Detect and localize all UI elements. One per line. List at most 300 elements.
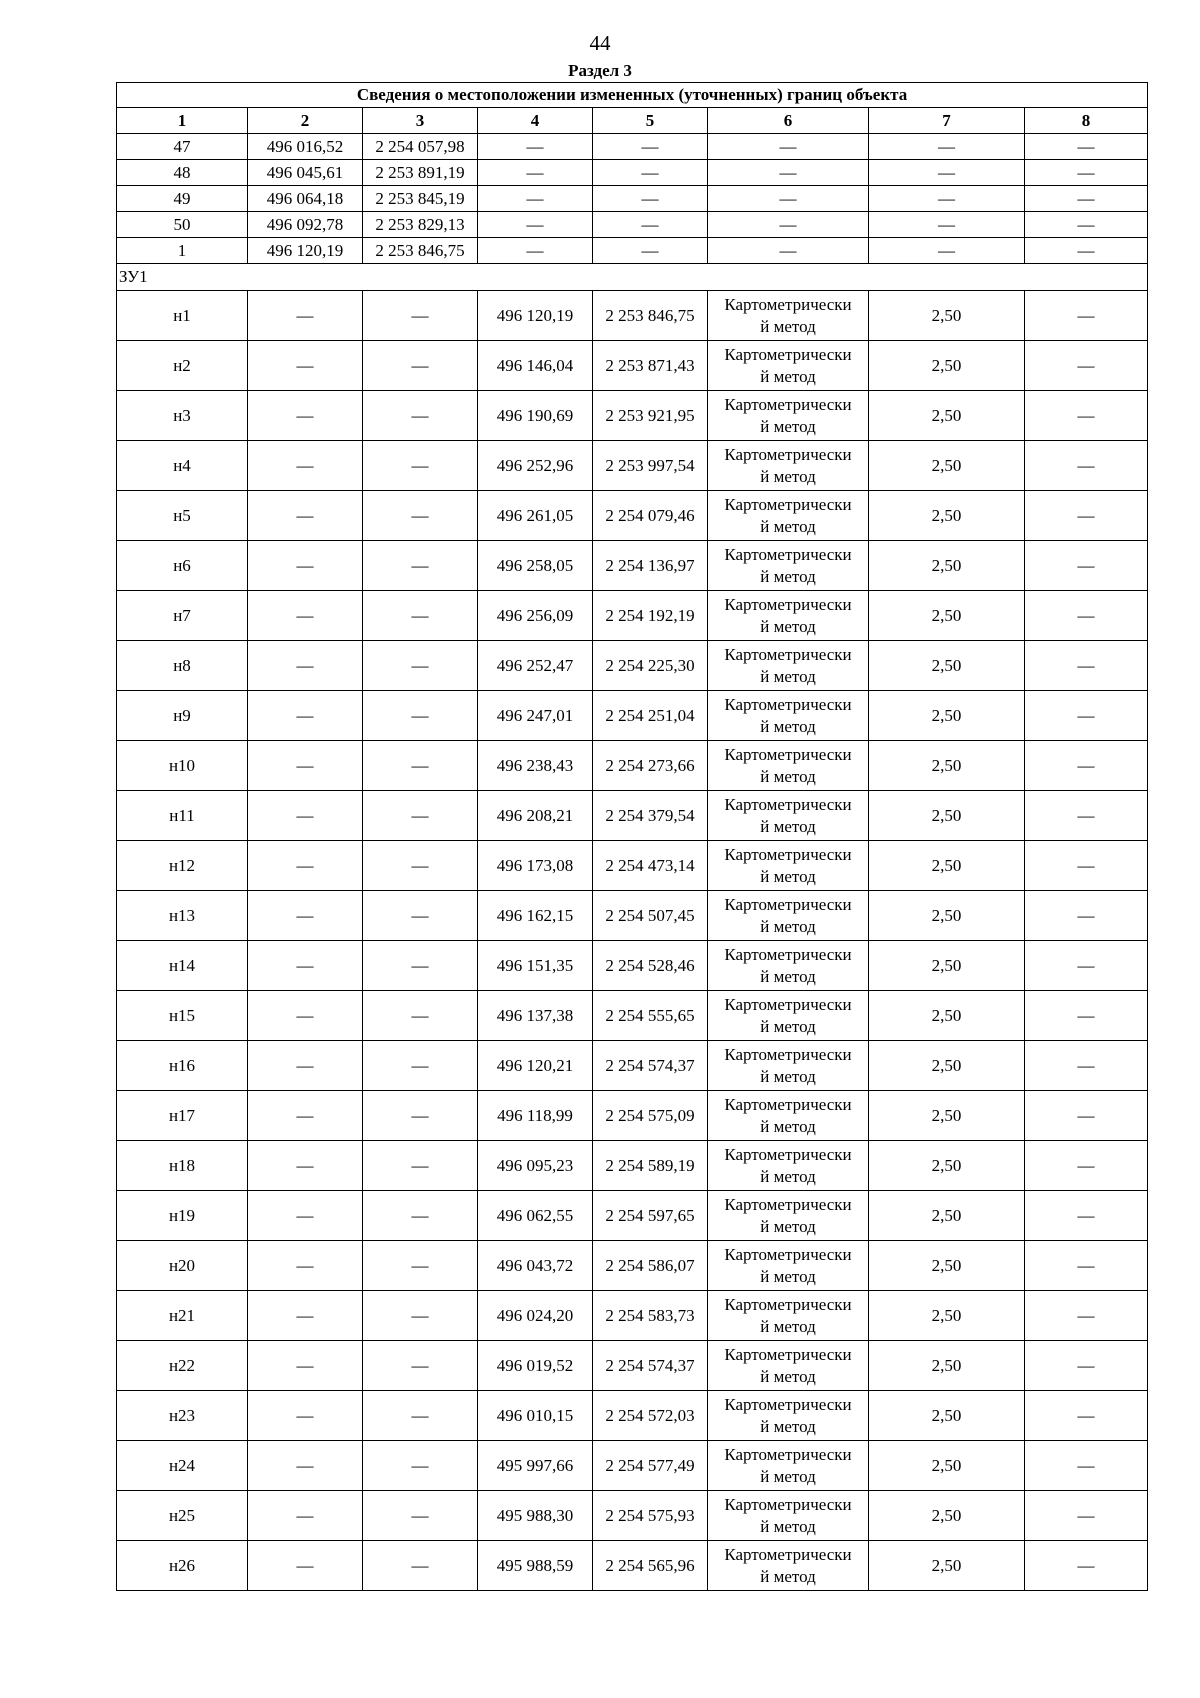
point-number: н7 (117, 591, 248, 641)
empty-dash: — (248, 691, 363, 741)
method-text: Картометрически (724, 294, 852, 314)
empty-dash: — (1025, 1141, 1148, 1191)
method-text: й метод (760, 1516, 816, 1536)
table-row (117, 1491, 1148, 1541)
accuracy-value: 2,50 (869, 391, 1025, 441)
new-y-coordinate: 2 254 574,37 (593, 1341, 708, 1391)
new-x-coordinate: 496 062,55 (478, 1191, 593, 1241)
point-number: н16 (117, 1041, 248, 1091)
new-y-coordinate: 2 254 574,37 (593, 1041, 708, 1091)
point-number: н18 (117, 1141, 248, 1191)
point-number: н23 (117, 1391, 248, 1441)
point-number: н3 (117, 391, 248, 441)
new-y-coordinate: 2 253 921,95 (593, 391, 708, 441)
empty-dash: — (478, 186, 593, 212)
new-x-coordinate: 496 162,15 (478, 891, 593, 941)
empty-dash: — (248, 641, 363, 691)
new-y-coordinate: 2 253 846,75 (593, 291, 708, 341)
method-text: Картометрически (724, 1244, 852, 1264)
new-y-coordinate: 2 254 273,66 (593, 741, 708, 791)
method-cell (708, 1441, 869, 1491)
accuracy-value: 2,50 (869, 791, 1025, 841)
empty-dash: — (363, 1291, 478, 1341)
table-row (117, 591, 1148, 641)
empty-dash: — (248, 741, 363, 791)
method-text: Картометрически (724, 1394, 852, 1414)
method-cell (708, 491, 869, 541)
new-y-coordinate: 2 254 577,49 (593, 1441, 708, 1491)
method-text: Картометрически (724, 844, 852, 864)
new-x-coordinate: 496 019,52 (478, 1341, 593, 1391)
existing-y-coordinate: 2 253 829,13 (363, 212, 478, 238)
empty-dash: — (1025, 941, 1148, 991)
method-text: Картометрически (724, 944, 852, 964)
point-number: н8 (117, 641, 248, 691)
new-y-coordinate: 2 254 597,65 (593, 1191, 708, 1241)
table-row (117, 341, 1148, 391)
method-text: Картометрически (724, 444, 852, 464)
new-x-coordinate: 496 256,09 (478, 591, 593, 641)
table-row (117, 1141, 1148, 1191)
empty-dash: — (869, 186, 1025, 212)
existing-y-coordinate: 2 254 057,98 (363, 134, 478, 160)
table-row (117, 238, 1148, 264)
table-row (117, 1241, 1148, 1291)
empty-dash: — (363, 791, 478, 841)
table-row (117, 791, 1148, 841)
new-y-coordinate: 2 254 565,96 (593, 1541, 708, 1591)
method-text: й метод (760, 366, 816, 386)
point-number: н17 (117, 1091, 248, 1141)
point-number: н12 (117, 841, 248, 891)
method-cell (708, 891, 869, 941)
empty-dash: — (1025, 791, 1148, 841)
accuracy-value: 2,50 (869, 1041, 1025, 1091)
column-number: 6 (708, 108, 869, 134)
method-text: й метод (760, 966, 816, 986)
accuracy-value: 2,50 (869, 291, 1025, 341)
new-x-coordinate: 496 120,19 (478, 291, 593, 341)
point-number: н26 (117, 1541, 248, 1591)
existing-x-coordinate: 496 045,61 (248, 160, 363, 186)
method-cell (708, 1541, 869, 1591)
method-text: й метод (760, 716, 816, 736)
accuracy-value: 2,50 (869, 1341, 1025, 1391)
point-number: 1 (117, 238, 248, 264)
empty-dash: — (708, 134, 869, 160)
column-number: 3 (363, 108, 478, 134)
table-row (117, 841, 1148, 891)
table-row (117, 741, 1148, 791)
new-x-coordinate: 496 146,04 (478, 341, 593, 391)
accuracy-value: 2,50 (869, 991, 1025, 1041)
empty-dash: — (363, 1241, 478, 1291)
point-number: 48 (117, 160, 248, 186)
point-number: н21 (117, 1291, 248, 1341)
empty-dash: — (363, 1141, 478, 1191)
empty-dash: — (363, 1341, 478, 1391)
table-row (117, 441, 1148, 491)
new-x-coordinate: 495 988,59 (478, 1541, 593, 1591)
empty-dash: — (363, 391, 478, 441)
empty-dash: — (248, 1341, 363, 1391)
point-number: н22 (117, 1341, 248, 1391)
method-cell (708, 1341, 869, 1391)
accuracy-value: 2,50 (869, 1191, 1025, 1241)
empty-dash: — (248, 941, 363, 991)
page-number: 44 (589, 31, 611, 55)
method-cell (708, 841, 869, 891)
accuracy-value: 2,50 (869, 1241, 1025, 1291)
method-text: й метод (760, 1566, 816, 1586)
empty-dash: — (248, 1091, 363, 1141)
empty-dash: — (248, 341, 363, 391)
method-cell (708, 1391, 869, 1441)
method-text: й метод (760, 516, 816, 536)
table-row (117, 1091, 1148, 1141)
empty-dash: — (248, 791, 363, 841)
empty-dash: — (478, 212, 593, 238)
new-x-coordinate: 496 252,96 (478, 441, 593, 491)
empty-dash: — (363, 941, 478, 991)
column-number-row (117, 108, 1148, 134)
accuracy-value: 2,50 (869, 941, 1025, 991)
empty-dash: — (363, 1541, 478, 1591)
empty-dash: — (363, 1491, 478, 1541)
method-text: й метод (760, 766, 816, 786)
empty-dash: — (1025, 1241, 1148, 1291)
method-text: Картометрически (724, 344, 852, 364)
empty-dash: — (708, 212, 869, 238)
new-y-coordinate: 2 254 251,04 (593, 691, 708, 741)
point-number: н15 (117, 991, 248, 1041)
empty-dash: — (1025, 1441, 1148, 1491)
empty-dash: — (1025, 1391, 1148, 1441)
point-number: н11 (117, 791, 248, 841)
method-text: й метод (760, 866, 816, 886)
accuracy-value: 2,50 (869, 1441, 1025, 1491)
accuracy-value: 2,50 (869, 541, 1025, 591)
column-number: 4 (478, 108, 593, 134)
method-text: й метод (760, 816, 816, 836)
method-text: й метод (760, 1266, 816, 1286)
method-cell (708, 1291, 869, 1341)
empty-dash: — (248, 991, 363, 1041)
method-cell (708, 1091, 869, 1141)
point-number: н4 (117, 441, 248, 491)
new-x-coordinate: 495 997,66 (478, 1441, 593, 1491)
new-y-coordinate: 2 254 575,09 (593, 1091, 708, 1141)
empty-dash: — (248, 391, 363, 441)
new-x-coordinate: 496 043,72 (478, 1241, 593, 1291)
column-number: 2 (248, 108, 363, 134)
empty-dash: — (248, 441, 363, 491)
point-number: н20 (117, 1241, 248, 1291)
accuracy-value: 2,50 (869, 1391, 1025, 1441)
empty-dash: — (248, 1491, 363, 1541)
table-row (117, 1341, 1148, 1391)
method-text: Картометрически (724, 644, 852, 664)
empty-dash: — (248, 1241, 363, 1291)
table-row (117, 1441, 1148, 1491)
empty-dash: — (1025, 1191, 1148, 1241)
table-row (117, 491, 1148, 541)
table-row (117, 212, 1148, 238)
method-text: й метод (760, 1316, 816, 1336)
existing-y-coordinate: 2 253 846,75 (363, 238, 478, 264)
table-row (117, 160, 1148, 186)
new-y-coordinate: 2 254 586,07 (593, 1241, 708, 1291)
table-row (117, 991, 1148, 1041)
method-text: Картометрически (724, 1294, 852, 1314)
method-text: Картометрически (724, 1094, 852, 1114)
empty-dash: — (248, 491, 363, 541)
empty-dash: — (1025, 212, 1148, 238)
table-row (117, 1391, 1148, 1441)
column-number: 8 (1025, 108, 1148, 134)
accuracy-value: 2,50 (869, 1291, 1025, 1341)
point-number: н13 (117, 891, 248, 941)
method-text: й метод (760, 1216, 816, 1236)
method-cell (708, 1041, 869, 1091)
method-text: й метод (760, 566, 816, 586)
empty-dash: — (1025, 186, 1148, 212)
accuracy-value: 2,50 (869, 591, 1025, 641)
accuracy-value: 2,50 (869, 891, 1025, 941)
new-x-coordinate: 496 247,01 (478, 691, 593, 741)
column-number: 5 (593, 108, 708, 134)
empty-dash: — (1025, 491, 1148, 541)
empty-dash: — (248, 591, 363, 641)
method-text: Картометрически (724, 744, 852, 764)
empty-dash: — (708, 160, 869, 186)
new-x-coordinate: 496 173,08 (478, 841, 593, 891)
point-number: н25 (117, 1491, 248, 1541)
new-x-coordinate: 496 151,35 (478, 941, 593, 991)
table-row (117, 134, 1148, 160)
table-caption-row (117, 83, 1148, 108)
point-number: 50 (117, 212, 248, 238)
method-text: Картометрически (724, 694, 852, 714)
new-y-coordinate: 2 253 997,54 (593, 441, 708, 491)
group-label: ЗУ1 (117, 264, 1148, 291)
column-number: 1 (117, 108, 248, 134)
table-row (117, 291, 1148, 341)
method-text: й метод (760, 1366, 816, 1386)
accuracy-value: 2,50 (869, 441, 1025, 491)
empty-dash: — (363, 991, 478, 1041)
method-text: Картометрически (724, 994, 852, 1014)
empty-dash: — (1025, 1541, 1148, 1591)
method-cell (708, 291, 869, 341)
new-x-coordinate: 496 010,15 (478, 1391, 593, 1441)
new-y-coordinate: 2 254 528,46 (593, 941, 708, 991)
table-row (117, 891, 1148, 941)
new-y-coordinate: 2 254 572,03 (593, 1391, 708, 1441)
empty-dash: — (593, 134, 708, 160)
new-y-coordinate: 2 254 589,19 (593, 1141, 708, 1191)
empty-dash: — (478, 134, 593, 160)
empty-dash: — (593, 212, 708, 238)
empty-dash: — (593, 160, 708, 186)
new-x-coordinate: 496 252,47 (478, 641, 593, 691)
empty-dash: — (363, 841, 478, 891)
method-cell (708, 341, 869, 391)
empty-dash: — (1025, 1041, 1148, 1091)
accuracy-value: 2,50 (869, 741, 1025, 791)
empty-dash: — (1025, 391, 1148, 441)
method-cell (708, 1491, 869, 1541)
new-y-coordinate: 2 254 575,93 (593, 1491, 708, 1541)
new-y-coordinate: 2 254 136,97 (593, 541, 708, 591)
point-number: 49 (117, 186, 248, 212)
method-cell (708, 791, 869, 841)
table-row (117, 186, 1148, 212)
new-x-coordinate: 495 988,30 (478, 1491, 593, 1541)
point-number: н19 (117, 1191, 248, 1241)
method-text: й метод (760, 1166, 816, 1186)
accuracy-value: 2,50 (869, 841, 1025, 891)
empty-dash: — (593, 238, 708, 264)
existing-x-coordinate: 496 120,19 (248, 238, 363, 264)
method-text: й метод (760, 316, 816, 336)
empty-dash: — (1025, 691, 1148, 741)
empty-dash: — (363, 491, 478, 541)
method-text: Картометрически (724, 544, 852, 564)
empty-dash: — (1025, 1091, 1148, 1141)
new-y-coordinate: 2 254 192,19 (593, 591, 708, 641)
new-x-coordinate: 496 208,21 (478, 791, 593, 841)
new-x-coordinate: 496 190,69 (478, 391, 593, 441)
method-text: й метод (760, 466, 816, 486)
empty-dash: — (478, 238, 593, 264)
empty-dash: — (1025, 641, 1148, 691)
method-text: Картометрически (724, 894, 852, 914)
method-text: Картометрически (724, 1144, 852, 1164)
point-number: н1 (117, 291, 248, 341)
empty-dash: — (363, 741, 478, 791)
empty-dash: — (1025, 991, 1148, 1041)
empty-dash: — (248, 1291, 363, 1341)
method-text: й метод (760, 1416, 816, 1436)
empty-dash: — (363, 691, 478, 741)
accuracy-value: 2,50 (869, 691, 1025, 741)
accuracy-value: 2,50 (869, 1541, 1025, 1591)
method-cell (708, 641, 869, 691)
empty-dash: — (363, 1191, 478, 1241)
empty-dash: — (869, 134, 1025, 160)
empty-dash: — (708, 186, 869, 212)
point-number: н24 (117, 1441, 248, 1491)
empty-dash: — (708, 238, 869, 264)
table-caption: Сведения о местоположении измененных (уточненных) границ объекта (117, 83, 1148, 108)
empty-dash: — (1025, 591, 1148, 641)
table-row (117, 941, 1148, 991)
method-text: й метод (760, 1016, 816, 1036)
accuracy-value: 2,50 (869, 1091, 1025, 1141)
empty-dash: — (1025, 1291, 1148, 1341)
point-number: 47 (117, 134, 248, 160)
table-row (117, 691, 1148, 741)
accuracy-value: 2,50 (869, 1141, 1025, 1191)
table-row (117, 1041, 1148, 1091)
empty-dash: — (248, 1041, 363, 1091)
new-y-coordinate: 2 254 583,73 (593, 1291, 708, 1341)
new-y-coordinate: 2 254 473,14 (593, 841, 708, 891)
method-text: й метод (760, 916, 816, 936)
empty-dash: — (1025, 238, 1148, 264)
group-row (117, 264, 1148, 291)
empty-dash: — (363, 291, 478, 341)
empty-dash: — (248, 1141, 363, 1191)
accuracy-value: 2,50 (869, 641, 1025, 691)
empty-dash: — (363, 1441, 478, 1491)
method-text: Картометрически (724, 1344, 852, 1364)
section-title: Раздел 3 (568, 61, 632, 80)
empty-dash: — (1025, 160, 1148, 186)
empty-dash: — (1025, 341, 1148, 391)
empty-dash: — (363, 341, 478, 391)
new-x-coordinate: 496 261,05 (478, 491, 593, 541)
empty-dash: — (363, 441, 478, 491)
method-text: Картометрически (724, 1494, 852, 1514)
table-row (117, 391, 1148, 441)
empty-dash: — (363, 1391, 478, 1441)
empty-dash: — (1025, 1341, 1148, 1391)
empty-dash: — (248, 891, 363, 941)
point-number: н5 (117, 491, 248, 541)
accuracy-value: 2,50 (869, 1491, 1025, 1541)
method-text: й метод (760, 1116, 816, 1136)
empty-dash: — (363, 591, 478, 641)
method-text: Картометрически (724, 1544, 852, 1564)
table-row (117, 1541, 1148, 1591)
new-x-coordinate: 496 258,05 (478, 541, 593, 591)
empty-dash: — (1025, 541, 1148, 591)
new-x-coordinate: 496 095,23 (478, 1141, 593, 1191)
column-number: 7 (869, 108, 1025, 134)
method-cell (708, 591, 869, 641)
empty-dash: — (1025, 841, 1148, 891)
new-y-coordinate: 2 254 079,46 (593, 491, 708, 541)
empty-dash: — (363, 1091, 478, 1141)
method-cell (708, 541, 869, 591)
empty-dash: — (363, 541, 478, 591)
method-cell (708, 1191, 869, 1241)
existing-x-coordinate: 496 092,78 (248, 212, 363, 238)
existing-x-coordinate: 496 016,52 (248, 134, 363, 160)
point-number: н14 (117, 941, 248, 991)
new-x-coordinate: 496 137,38 (478, 991, 593, 1041)
method-cell (708, 1141, 869, 1191)
empty-dash: — (248, 1541, 363, 1591)
new-y-coordinate: 2 254 555,65 (593, 991, 708, 1041)
new-y-coordinate: 2 254 507,45 (593, 891, 708, 941)
method-cell (708, 991, 869, 1041)
empty-dash: — (593, 186, 708, 212)
table-row (117, 541, 1148, 591)
empty-dash: — (1025, 741, 1148, 791)
empty-dash: — (248, 541, 363, 591)
method-cell (708, 691, 869, 741)
method-text: й метод (760, 1466, 816, 1486)
empty-dash: — (363, 891, 478, 941)
empty-dash: — (1025, 891, 1148, 941)
empty-dash: — (1025, 441, 1148, 491)
empty-dash: — (478, 160, 593, 186)
empty-dash: — (1025, 134, 1148, 160)
table-row (117, 1191, 1148, 1241)
